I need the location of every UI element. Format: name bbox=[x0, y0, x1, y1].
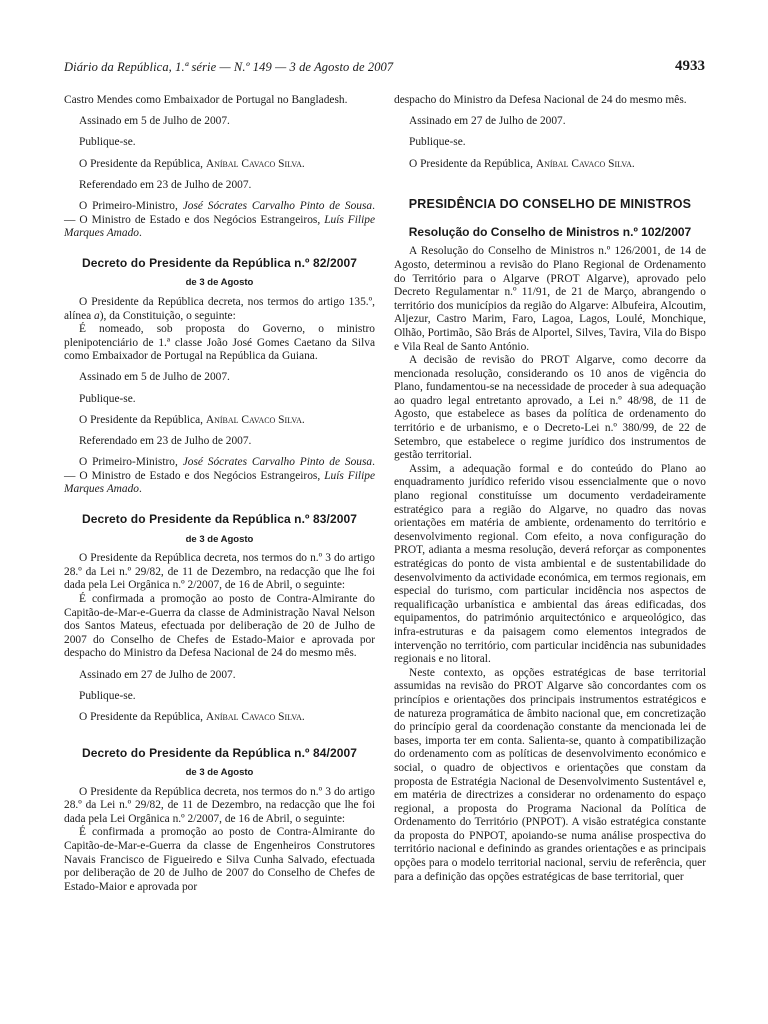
text: . bbox=[138, 483, 142, 496]
text: O Presidente da República, bbox=[79, 413, 206, 426]
paragraph: Assim, a adequação formal e do conteúdo do Plano ao enquadramento jurídico referido visou essencialmente que o novo plano regional constituísse um documento verdadeiramente estratégico para a região do Algarve, no quadro das novas orientações em matéria de ambiente, ordenamento do território e desenvolvimento regional. Com efeito, a nova configuração do PROT, adianta a mesma resolução, deverá reforçar as componentes estratégicas do ponto de vista ambiental e de sustentabilidade do desenvolvimento da actividade económica, em termos regionais, em especial do turismo, com particular incidência nos aspectos de requalificação urbanística e ambiental das áreas edificadas, dos equipamentos, do património arquitectónico e arqueológico, das infra-estruturas e da paisagem como elementos integrados de intervenção no território, com particular incidência nas subunidades regionais e no litoral. bbox=[394, 462, 706, 666]
paragraph: Assinado em 5 de Julho de 2007. bbox=[79, 371, 230, 384]
decree-title: Decreto do Presidente da República n.º 84/2007 bbox=[81, 745, 358, 760]
paragraph: Assinado em 5 de Julho de 2007. bbox=[79, 115, 230, 128]
text: a bbox=[94, 309, 100, 322]
signature-line bbox=[64, 456, 375, 497]
signatory-name: Aníbal Cavaco Silva bbox=[205, 413, 302, 426]
paragraph: Publique-se. bbox=[79, 136, 136, 149]
paragraph: É nomeado, sob proposta do Governo, o ministro plenipotenciário de 1.ª classe João José Gomes Caetano da Silva como Embaixador de Portugal na República da Guiana. bbox=[64, 323, 375, 363]
paragraph: É confirmada a promoção ao posto de Contra-Almirante do Capitão-de-Mar-e-Guerra da classe de Administração Naval Nelson dos Santos Mateus, efectuada por deliberação de 20 de Julho de 2007 do Conselho de Chefes de Estado-Maior e aprovada por despacho do Ministro da Defesa Nacional de 24 do mesmo mês. bbox=[64, 592, 375, 660]
page-header bbox=[64, 58, 705, 78]
text: O Presidente da República, bbox=[79, 710, 206, 723]
text: . bbox=[301, 710, 305, 723]
paragraph: Publique-se. bbox=[79, 392, 136, 405]
text: ), da Constituição, o seguinte: bbox=[99, 309, 236, 322]
signatory-name: Aníbal Cavaco Silva bbox=[535, 157, 632, 170]
paragraph: A decisão de revisão do PROT Algarve, como decorre da mencionada resolução, considerando os 10 anos de vigência do Plano, fundamentou-se na necessidade de proceder à sua adequação ao quadro legal entretanto aprovado, a Lei n.º 48/98, de 11 de Agosto, que estabelece as bases da política de ordenamento do território e de urbanismo, e o Decreto-Lei n.º 380/99, de 22 de Setembro, que estabelece o regime jurídico dos instrumentos de gestão territorial. bbox=[394, 354, 706, 462]
decree-date: de 3 de Agosto bbox=[185, 277, 254, 289]
signatory-name: Aníbal Cavaco Silva bbox=[205, 157, 302, 170]
signatory-name: José Sócrates Carvalho Pinto de Sousa bbox=[182, 456, 373, 469]
text: . bbox=[631, 157, 635, 170]
signatory-name: Luís Filipe Marques Amado bbox=[64, 213, 376, 240]
paragraph: Referendado em 23 de Julho de 2007. bbox=[79, 178, 252, 191]
decree-date: de 3 de Agosto bbox=[185, 533, 254, 545]
paragraph: Assinado em 27 de Julho de 2007. bbox=[409, 115, 566, 128]
decree-title: Decreto do Presidente da República n.º 83/2007 bbox=[81, 512, 358, 526]
page-number: 4933 bbox=[675, 58, 705, 74]
paragraph: É confirmada a promoção ao posto de Contra-Almirante do Capitão-de-Mar-e-Guerra da classe de Engenheiros Construtores Navais Francisco de Figueiredo e Silva Cunha Salvado, efectuada por deliberação de 20 de Julho de 2007 do Conselho de Chefes de Estado-Maior e aprovada por bbox=[64, 826, 375, 893]
signature-line bbox=[394, 158, 706, 172]
paragraph: A Resolução do Conselho de Ministros n.º 126/2001, de 14 de Agosto, determinou a revisão do Plano Regional de Ordenamento do Território para o Algarve (PROT Algarve), aprovado pelo Decreto Regulamentar n.º 11/91, de 21 de Março, abrangendo o território dos municípios da região do Algarve: Albufeira, Alcoutim, Aljezur, Castro Marim, Faro, Lagoa, Lagos, Loulé, Monchique, Olhão, Portimão, São Brás de Alportel, Silves, Tavira, Vila do Bispo e Vila Real de Santo António. bbox=[394, 245, 706, 353]
paragraph: O Presidente da República decreta, nos termos do n.º 3 do artigo 28.º da Lei n.º 29/82, de 11 de Dezembro, na redacção que lhe foi dada pela Lei Orgânica n.º 2/2007, de 16 de Abril, o seguinte: bbox=[64, 552, 375, 592]
text: O Presidente da República decreta, nos termos do artigo 135.º, alínea bbox=[64, 295, 375, 322]
text: O Presidente da República, bbox=[409, 157, 536, 170]
signature-line bbox=[64, 200, 375, 241]
signature-line bbox=[64, 414, 375, 428]
section-title: PRESIDÊNCIA DO CONSELHO DE MINISTROS bbox=[408, 197, 692, 212]
text: . bbox=[301, 413, 305, 426]
signature-line bbox=[64, 158, 375, 172]
paragraph: Neste contexto, as opções estratégicas de base territorial assumidas na revisão do PROT Algarve são concordantes com os princípios e orientações dos principais instrumentos estratégicos e de natureza programática de âmbito nacional que, em concretização do princípio geral da coordenação constante da mencionada lei de bases, importa ter em conta. Salienta-se, quanto à compatibilização do ordenamento com as políticas de desenvolvimento económico e social, o quadro de objectivos e orientações que constam da proposta de Estratégia Nacional de Desenvolvimento Sustentável e, em matéria de directrizes a considerar no ordenamento do espaço regional, a proposta do Programa Nacional da Política de Ordenamento do Território (PNPOT). A visão estratégica constante da proposta do PNPOT, apoiando-se numa análise prospectiva do território nacional e definindo as grandes orientações e as principais opções para o modelo territorial nacional, serviu de referência, quer para a definição das opções estratégicas de base territorial, quer bbox=[394, 666, 706, 883]
paragraph: despacho do Ministro da Defesa Nacional de 24 do mesmo mês. bbox=[394, 94, 687, 106]
signature-line bbox=[64, 711, 375, 725]
paragraph: Assinado em 27 de Julho de 2007. bbox=[79, 668, 236, 681]
signatory-name: José Sócrates Carvalho Pinto de Sousa bbox=[182, 199, 373, 212]
right-column bbox=[394, 94, 706, 884]
text: . bbox=[138, 227, 142, 240]
paragraph: Referendado em 23 de Julho de 2007. bbox=[79, 435, 252, 448]
text: O Primeiro-Ministro, bbox=[79, 456, 183, 469]
decree-date: de 3 de Agosto bbox=[185, 767, 254, 779]
text: O Primeiro-Ministro, bbox=[79, 199, 183, 212]
paragraph: Publique-se. bbox=[79, 689, 136, 702]
signatory-name: Aníbal Cavaco Silva bbox=[205, 710, 302, 723]
running-title: Diário da República, 1.ª série — N.º 149 — 3 de Agosto de 2007 bbox=[64, 60, 394, 74]
signatory-name: Luís Filipe Marques Amado bbox=[64, 469, 376, 496]
paragraph: O Presidente da República decreta, nos termos do n.º 3 do artigo 28.º da Lei n.º 29/82, de 11 de Dezembro, na redacção que lhe foi dada pela Lei Orgânica n.º 2/2007, de 16 de Abril, o seguinte: bbox=[64, 785, 375, 825]
paragraph bbox=[64, 296, 375, 323]
left-column bbox=[64, 94, 375, 894]
decree-title: Decreto do Presidente da República n.º 82/2007 bbox=[81, 255, 358, 270]
text: . — O Ministro de Estado e dos Negócios Estrangeiros, bbox=[64, 199, 375, 226]
text: . bbox=[301, 157, 305, 170]
paragraph: Publique-se. bbox=[409, 136, 466, 149]
text: . — O Ministro de Estado e dos Negócios Estrangeiros, bbox=[64, 456, 375, 482]
text: O Presidente da República, bbox=[79, 157, 206, 170]
paragraph: Castro Mendes como Embaixador de Portugal no Bangladesh. bbox=[64, 94, 348, 106]
resolution-title: Resolução do Conselho de Ministros n.º 102/2007 bbox=[408, 224, 692, 239]
